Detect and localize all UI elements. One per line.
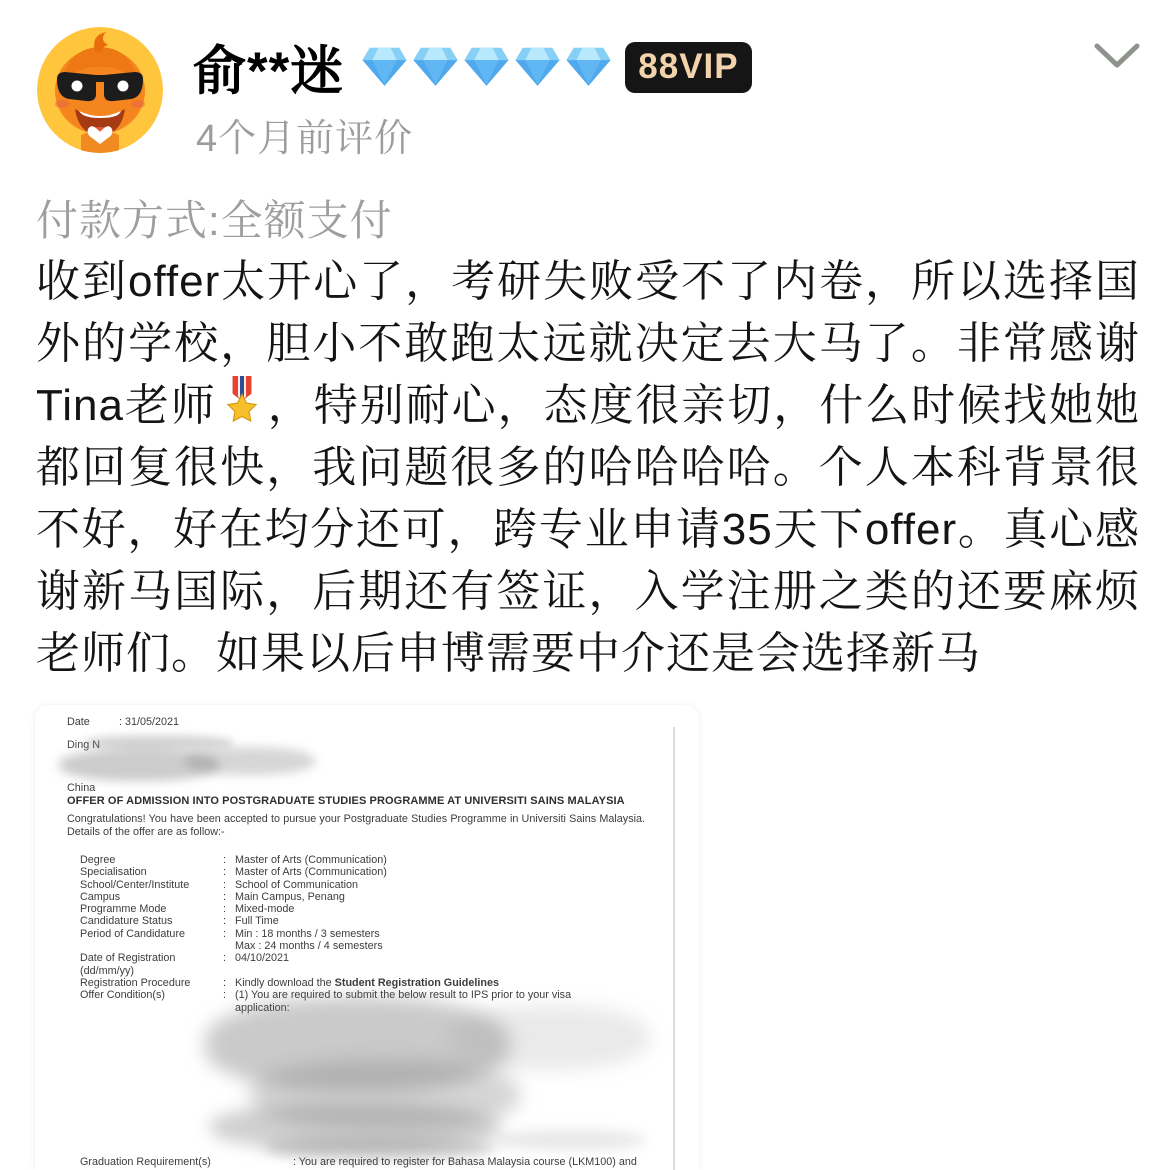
detail-row-continuation: application: (235, 1001, 290, 1014)
rating-diamonds (360, 45, 613, 90)
detail-row: Programme Mode : Mixed-mode (80, 903, 295, 916)
doc-recipient-name: Ding N (67, 739, 101, 751)
review-time: 4个月前评价 (196, 118, 414, 160)
diamond-icon (564, 45, 613, 90)
mascot-avatar-icon (37, 27, 163, 153)
graduation-label: Graduation Requirement(s) (80, 1156, 211, 1168)
detail-row: Candidature Status : Full Time (80, 915, 279, 928)
diamond-icon (513, 45, 562, 90)
vip-badge: 88VIP (625, 42, 751, 93)
doc-intro-line2: Details of the offer are as follow:- (67, 826, 225, 838)
graduation-requirement-row (80, 1156, 690, 1168)
diamond-icon (360, 45, 409, 90)
payment-method: 付款方式:全额支付 (36, 197, 393, 244)
username: 俞**迷 (193, 42, 345, 101)
chevron-down-icon[interactable] (1093, 42, 1141, 70)
review-text-part2: ，特别耐心，态度很亲切，什么时候找她她都回复很快，我问题很多的哈哈哈哈。个人本科背景很不好，好在均分还可，跨专业申请35天下offer。真心感谢新马国际，后期还有签证，入学注册之类的还要麻烦老师们。如果以后申博需要中介还是会选择新马 (36, 381, 1141, 678)
detail-row: Specialisation : Master of Arts (Communication) (80, 866, 387, 879)
detail-row: Offer Condition(s) : (1) You are required to submit the below result to IPS prior to your visa (80, 989, 572, 1002)
doc-date-value: : 31/05/2021 (119, 716, 180, 728)
doc-date-label: Date (67, 716, 90, 728)
detail-row: Registration Procedure : Kindly download the Student Registration Guidelines (80, 976, 500, 989)
redaction-smudge (185, 747, 315, 775)
graduation-value: : You are required to register for Bahasa Malaysia course (LKM100) and (293, 1156, 637, 1168)
paper-edge-line (673, 727, 675, 1170)
diamond-icon (462, 45, 511, 90)
doc-recipient-country: China (67, 782, 96, 794)
detail-row: School/Center/Institute : School of Communication (80, 878, 359, 891)
review-text-part1: 收到offer太开心了，考研失败受不了内卷，所以选择国外的学校，胆小不敢跑太远就决定去大马了。非常感谢Tina老师 (36, 257, 1140, 430)
redaction-smudge (83, 735, 233, 750)
doc-intro-line1: Congratulations! You have been accepted to pursue your Postgraduate Studies Programme in Universiti Sains Malaysia. (67, 813, 645, 825)
redaction-smudge (495, 1130, 645, 1150)
attachment-image[interactable] (35, 705, 699, 1170)
avatar[interactable] (37, 27, 163, 153)
doc-intro (67, 813, 645, 839)
redaction-smudge (450, 1005, 650, 1070)
review-text (36, 251, 1140, 685)
detail-row: Period of Candidature : Min : 18 months / 3 semesters (80, 927, 380, 940)
doc-date-row (67, 716, 467, 728)
doc-title: OFFER OF ADMISSION INTO POSTGRADUATE STUDIES PROGRAMME AT UNIVERSITI SAINS MALAYSIA (67, 795, 625, 807)
detail-row: Date of Registration (dd/mm/yy) : 04/10/2021 (80, 952, 290, 977)
detail-row-continuation: Max : 24 months / 4 semesters (235, 940, 383, 953)
offer-letter-document (35, 705, 699, 1170)
medal-icon (221, 376, 263, 428)
offer-details-table (80, 854, 680, 1014)
detail-row: Campus : Main Campus, Penang (80, 890, 345, 903)
detail-row: Degree : Master of Arts (Communication) (80, 854, 387, 866)
diamond-icon (411, 45, 460, 90)
